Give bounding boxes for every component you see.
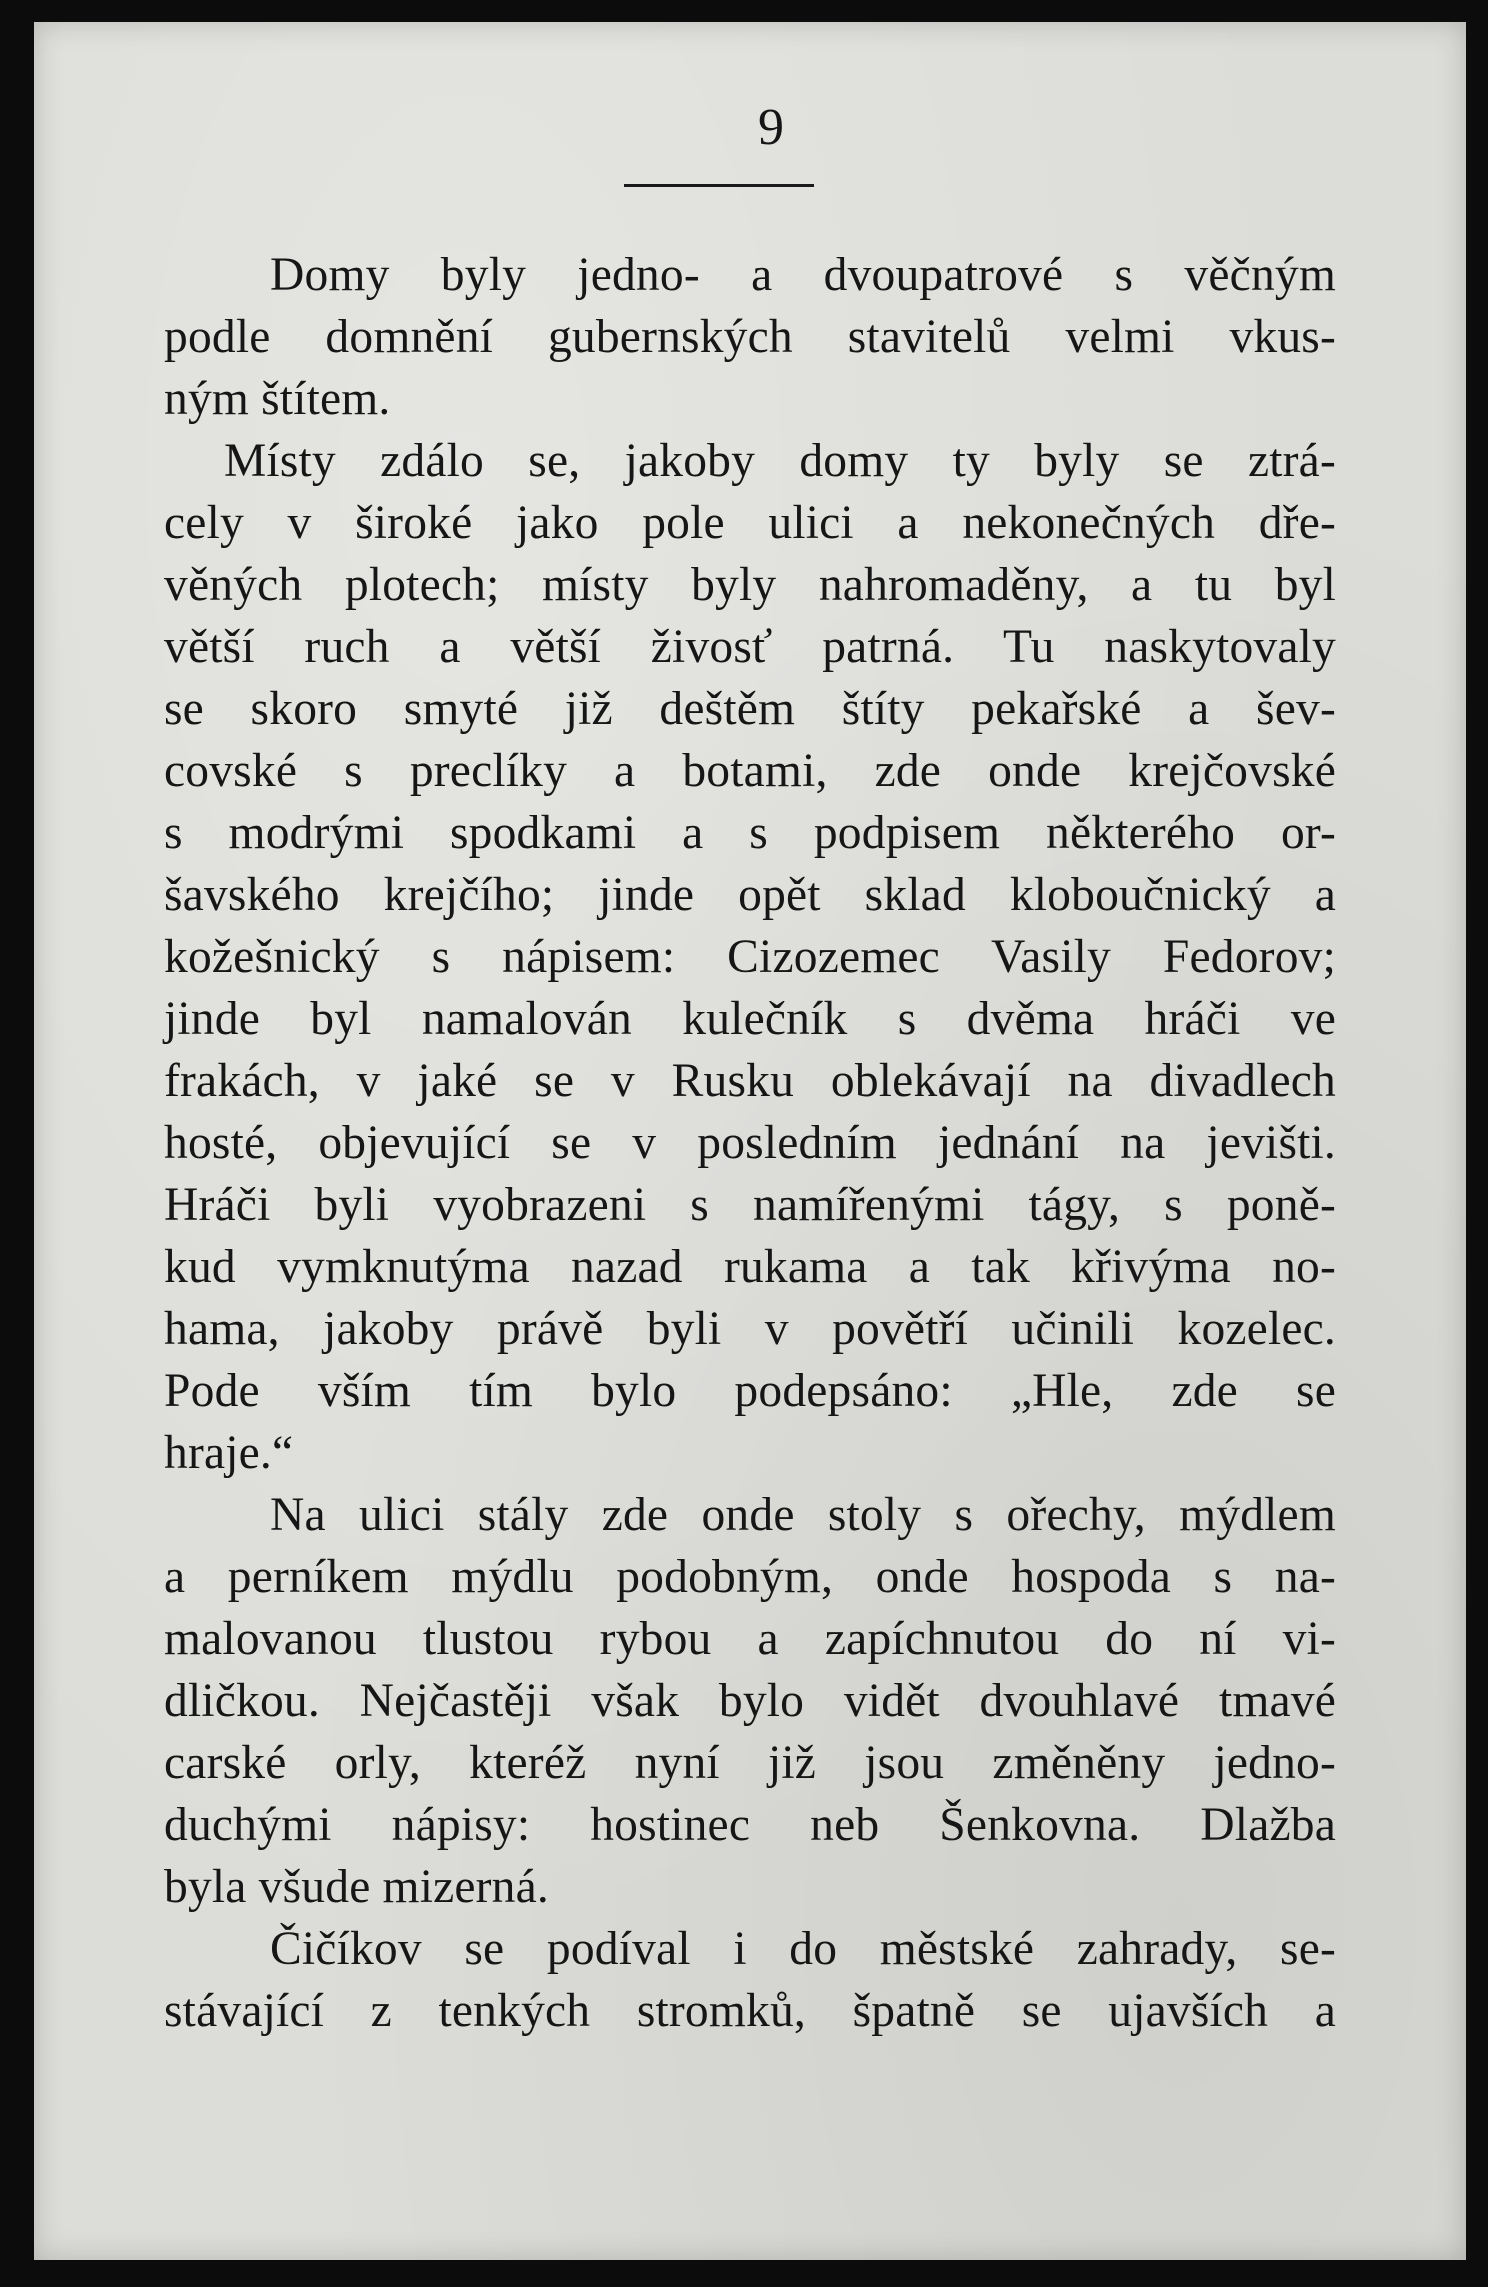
page-sheet (34, 22, 1466, 2260)
text-line: hama, jakoby právě byli v povětří učinili kozelec. (164, 1303, 1336, 1355)
text-line: věných plotech; místy byly nahromaděny, a tu byl (164, 559, 1336, 611)
text-line: hosté, objevující se v posledním jednání na jevišti. (164, 1117, 1336, 1169)
text-line: větší ruch a větší živosť patrná. Tu naskytovaly (164, 621, 1336, 673)
text-line: a perníkem mýdlu podobným, onde hospoda s na- (164, 1551, 1336, 1603)
text-line: podle domnění gubernských stavitelů velmi vkus- (164, 311, 1336, 363)
text-line: covské s preclíky a botami, zde onde krejčovské (164, 745, 1336, 797)
text-line: Hráči byli vyobrazeni s namířenými tágy, s poně- (164, 1179, 1336, 1231)
page-number: 9 (758, 99, 784, 156)
text-line: Na ulici stály zde onde stoly s ořechy, mýdlem (270, 1489, 1336, 1541)
text-line: šavského krejčího; jinde opět sklad kloboučnický a (164, 869, 1336, 921)
text-line: ným štítem. (164, 373, 391, 425)
text-line: malovanou tlustou rybou a zapíchnutou do ní vi- (164, 1613, 1336, 1665)
text-line: hraje.“ (164, 1427, 294, 1479)
text-line: byla všude mizerná. (164, 1861, 549, 1913)
text-line: kud vymknutýma nazad rukama a tak křivýma no- (164, 1241, 1336, 1293)
text-line: Domy byly jedno- a dvoupatrové s věčným (270, 249, 1336, 301)
text-line: Pode vším tím bylo podepsáno: „Hle, zde se (164, 1365, 1336, 1417)
text-line: carské orly, kteréž nyní již jsou změněny jedno- (164, 1737, 1336, 1789)
text-line: cely v široké jako pole ulici a nekonečných dře- (164, 497, 1336, 549)
body-text (164, 244, 1336, 2042)
text-line: Čičíkov se podíval i do městské zahrady, se- (270, 1923, 1336, 1975)
text-line: frakách, v jaké se v Rusku oblekávají na divadlech (164, 1055, 1336, 1107)
text-line: jinde byl namalován kulečník s dvěma hráči ve (164, 993, 1336, 1045)
text-line: se skoro smyté již deštěm štíty pekařské a šev- (164, 683, 1336, 735)
text-line: kožešnický s nápisem: Cizozemec Vasily Fedorov; (164, 931, 1336, 983)
text-line: dličkou. Nejčastěji však bylo vidět dvouhlavé tmavé (164, 1675, 1336, 1727)
text-line: Místy zdálo se, jakoby domy ty byly se ztrá- (224, 435, 1336, 487)
text-line: duchými nápisy: hostinec neb Šenkovna. Dlažba (164, 1799, 1336, 1851)
text-line: s modrými spodkami a s podpisem některého or- (164, 807, 1336, 859)
text-line: stávající z tenkých stromků, špatně se ujavších a (164, 1985, 1336, 2037)
header-rule (624, 184, 814, 187)
